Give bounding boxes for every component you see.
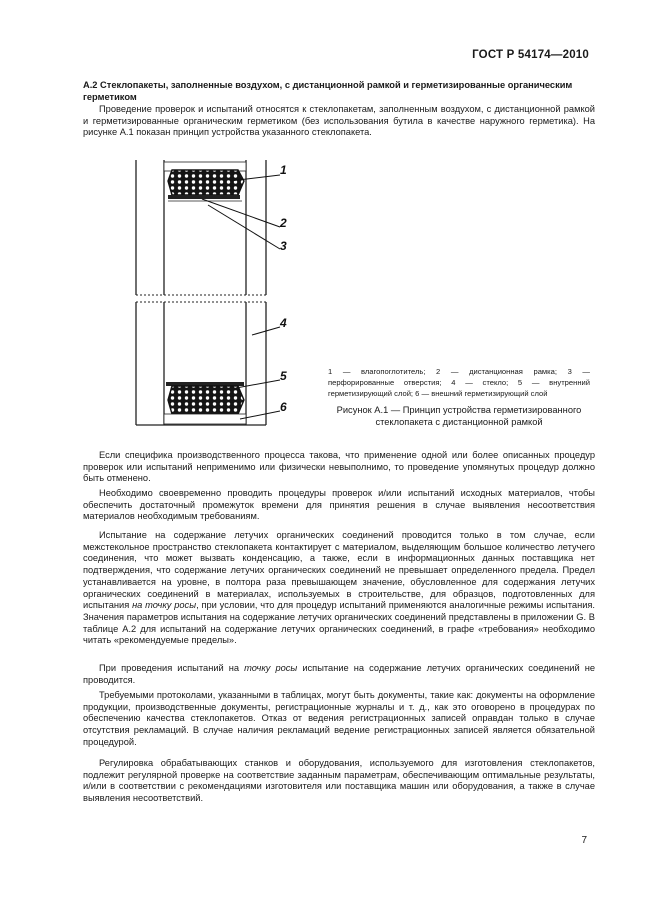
paragraph-2: Необходимо своевременно проводить процедуры проверок и/или испытаний исходных материалов, чтобы обеспечить достаточный промежуток времени для принятия решения в случае выявления несоответствия материалов необходимым требованиям.	[83, 488, 595, 522]
callout-3: 3	[280, 239, 287, 253]
section-title: А.2 Стеклопакеты, заполненные воздухом, с дистанционной рамкой и герметизированные органическим герметиком	[83, 80, 573, 102]
paragraph-3-part-b: , при условии, что для процедур испытаний применяются аналогичные режимы испытания. Значения параметров испытания на содержание летучих органических соединений представлены в приложении G. В таблице А.2 для испытаний на содержание летучих органических соединений, в графе «требования» необходимо читать «рекомендуемые пределы».	[83, 600, 596, 646]
page-number: 7	[581, 835, 587, 846]
figure-caption: Рисунок А.1 — Принцип устройства герметизированного стеклопакета с дистанционной рамкой	[336, 405, 582, 427]
paragraph-6: Регулировка обрабатывающих станков и оборудования, используемого для изготовления стеклопакетов, подлежит регулярной проверке на соответствие заданным параметрам, обеспечивающим оптимальные результаты, и/или в соответствии с рекомендациями изготовителя или поставщика машин или оборудования, а также в случае выявления несоответствий.	[83, 758, 595, 804]
paragraph-4-part-b: испытание на содержание летучих органических соединений не проводится.	[83, 663, 595, 685]
paragraph-3-italic: на точку росы	[132, 600, 197, 611]
paragraph-5: Требуемыми протоколами, указанными в таблицах, могут быть документы, такие как: документы на оформление продукции, производственные документы, регистрационные журналы и т. д., как это оговорено в процедурах по обеспечению качества стеклопакетов. Отказ от ведения регистрационных записей оправдан только в случае отсутствия рекламаций. В случае наличия рекламаций ведение регистрационных записей является обязательной процедурой.	[83, 690, 595, 747]
paragraph-1: Если специфика производственного процесса такова, что применение одной или более описанных процедур проверок или испытаний неприменимо или физически невыполнимо, то проведение упомянутых процедур должно быть отменено.	[83, 450, 595, 484]
paragraph-3	[83, 530, 595, 647]
figure-legend: 1 — влагопоглотитель; 2 — дистанционная рамка; 3 — перфорированные отверстия; 4 — стекло; 5 — внутренний герметизирующий слой; 6 — внешний герметизирующий слой	[328, 367, 590, 398]
paragraph-3-part-a: Испытание на содержание летучих органических соединений проводится только в том случае, если межстекольное пространство стеклопакета контактирует с материалом, выделяющим большое количество летучего соединения, что может вызвать конденсацию, а также, если в информационных данных поставщика нет подтверждения, что содержание летучих органических соединений не превышает определенного предела. Предел устанавливается на уровне, в полтора раза превышающем значение, обусловленное для содержания летучих органических соединений в материалах, используемых в строительстве, для образцов, подготовленных для испытания	[83, 530, 595, 611]
paragraph-4	[83, 663, 595, 686]
paragraph-4-italic: точку росы	[244, 663, 298, 673]
callout-1: 1	[280, 163, 287, 177]
document-standard-header: ГОСТ Р 54174—2010	[472, 49, 589, 61]
upper-section	[136, 160, 266, 295]
callout-2: 2	[280, 216, 287, 230]
glazing-unit-diagram	[120, 155, 310, 435]
bottom-spacer-frame	[168, 386, 244, 414]
callout-4: 4	[280, 316, 287, 330]
lower-section	[136, 302, 266, 425]
intro-paragraph: Проведение проверок и испытаний относятся к стеклопакетам, заполненным воздухом, с дистанционной рамкой и герметизированные органическим герметиком (без использования бутила в качестве наружного герметика). На рисунке А.1 показан принцип устройства указанного стеклопакета.	[83, 104, 595, 138]
callout-6: 6	[280, 400, 287, 414]
callout-5: 5	[280, 369, 287, 383]
paragraph-4-part-a: При проведения испытаний на	[99, 663, 245, 673]
top-spacer-frame	[168, 170, 244, 195]
